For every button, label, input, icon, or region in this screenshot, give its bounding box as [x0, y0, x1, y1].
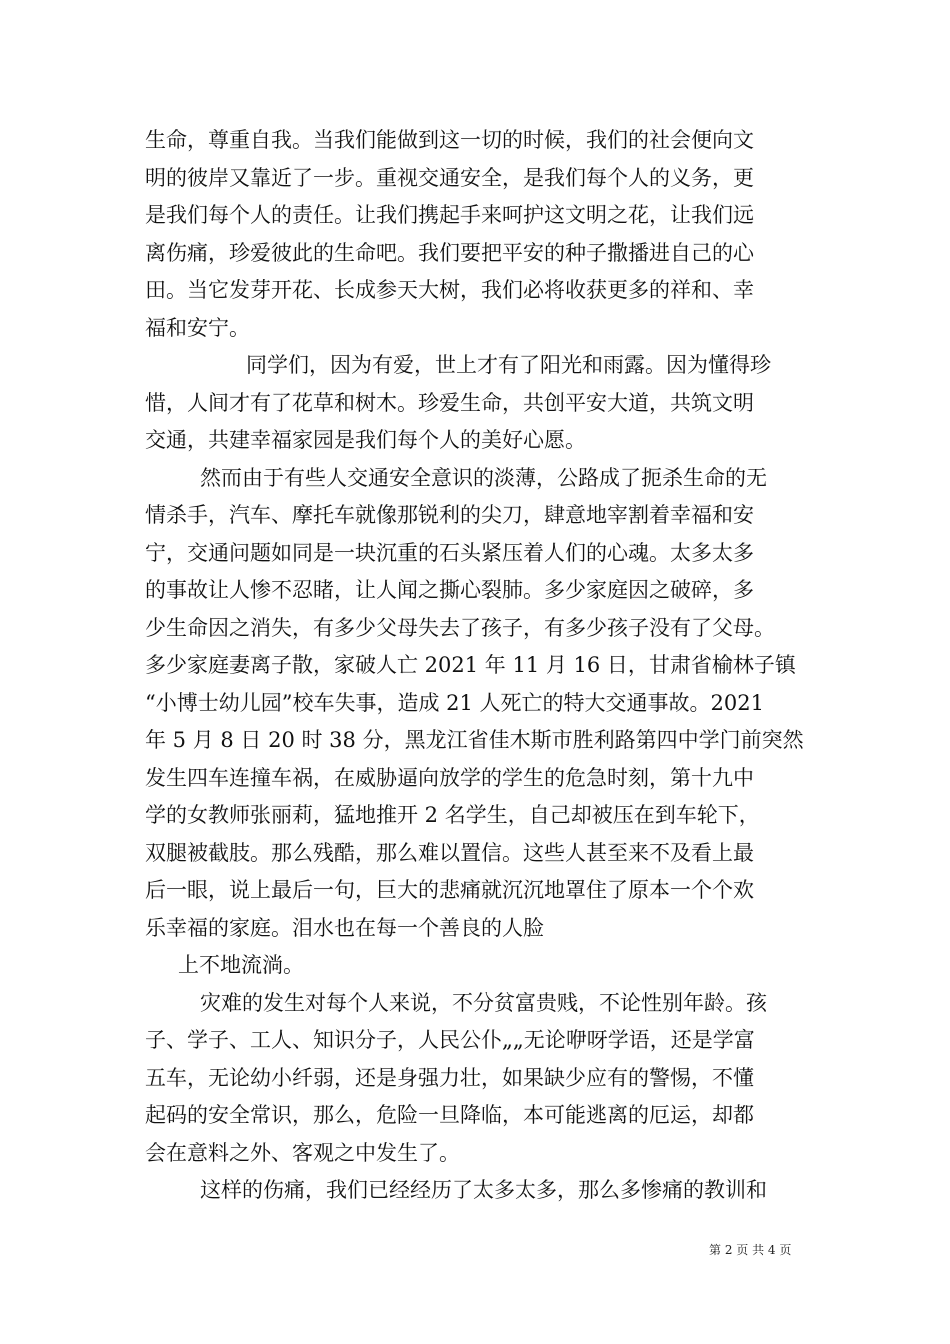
text-line: 这样的伤痛，我们已经经历了太多太多，那么多惨痛的教训和: [200, 1178, 767, 1202]
text-line: 发生四车连撞车祸，在威胁逼向放学的学生的危急时刻，第十九中: [145, 766, 754, 790]
text-line: 后一眼，说上最后一句，巨大的悲痛就沉沉地罩住了原本一个个欢: [145, 878, 754, 902]
text-line: 情杀手，汽车、摩托车就像那锐利的尖刀，肆意地宰割着幸福和安: [145, 503, 754, 527]
text-line: 双腿被截肢。那么残酷，那么难以置信。这些人甚至来不及看上最: [145, 841, 754, 865]
text-line: 福和安宁。: [145, 316, 250, 340]
text-line: 生命，尊重自我。当我们能做到这一切的时候，我们的社会便向文: [145, 128, 754, 152]
text-line: 少生命因之消失，有多少父母失去了孩子，有多少孩子没有了父母。: [145, 616, 775, 640]
text-line: 乐幸福的家庭。泪水也在每一个善良的人脸: [145, 916, 544, 940]
text-line: 年 5 月 8 日 20 时 38 分，黑龙江省佳木斯市胜利路第四中学门前突然: [145, 728, 804, 752]
text-line: 是我们每个人的责任。让我们携起手来呵护这文明之花，让我们远: [145, 203, 754, 227]
text-line: 离伤痛，珍爱彼此的生命吧。我们要把平安的种子撒播进自己的心: [145, 241, 754, 265]
text-line: 会在意料之外、客观之中发生了。: [145, 1141, 460, 1165]
text-line: 学的女教师张丽莉，猛地推开 2 名学生，自己却被压在到车轮下，: [145, 803, 760, 827]
text-line: 起码的安全常识，那么，危险一旦降临，本可能逃离的厄运，却都: [145, 1103, 754, 1127]
text-line: 惜，人间才有了花草和树木。珍爱生命，共创平安大道，共筑文明: [145, 391, 754, 415]
text-line: 灾难的发生对每个人来说，不分贫富贵贱，不论性别年龄。孩: [200, 991, 767, 1015]
text-line: “小博士幼儿园”校车失事，造成 21 人死亡的特大交通事故。2021: [145, 691, 764, 715]
text-line: 上不地流淌。: [178, 953, 304, 977]
text-line: 田。当它发芽开花、长成参天大树，我们必将收获更多的祥和、幸: [145, 278, 754, 302]
text-line: 五车，无论幼小纤弱，还是身强力壮，如果缺少应有的警惕，不懂: [145, 1066, 754, 1090]
text-line: 然而由于有些人交通安全意识的淡薄，公路成了扼杀生命的无: [200, 466, 767, 490]
text-line: 明的彼岸又靠近了一步。重视交通安全，是我们每个人的义务，更: [145, 166, 754, 190]
text-line: 同学们，因为有爱，世上才有了阳光和雨露。因为懂得珍: [246, 353, 771, 377]
text-line: 多少家庭妻离子散，家破人亡 2021 年 11 月 16 日，甘肃省榆林子镇: [145, 653, 796, 677]
text-line: 交通，共建幸福家园是我们每个人的美好心愿。: [145, 428, 586, 452]
text-line: 宁，交通问题如同是一块沉重的石头紧压着人们的心魂。太多太多: [145, 541, 754, 565]
page-number-footer: 第 2 页 共 4 页: [709, 1243, 792, 1257]
text-line: 的事故让人惨不忍睹，让人闻之撕心裂肺。多少家庭因之破碎，多: [145, 578, 754, 602]
text-line: 子、学子、工人、知识分子，人民公仆„„无论咿呀学语，还是学富: [145, 1028, 755, 1052]
